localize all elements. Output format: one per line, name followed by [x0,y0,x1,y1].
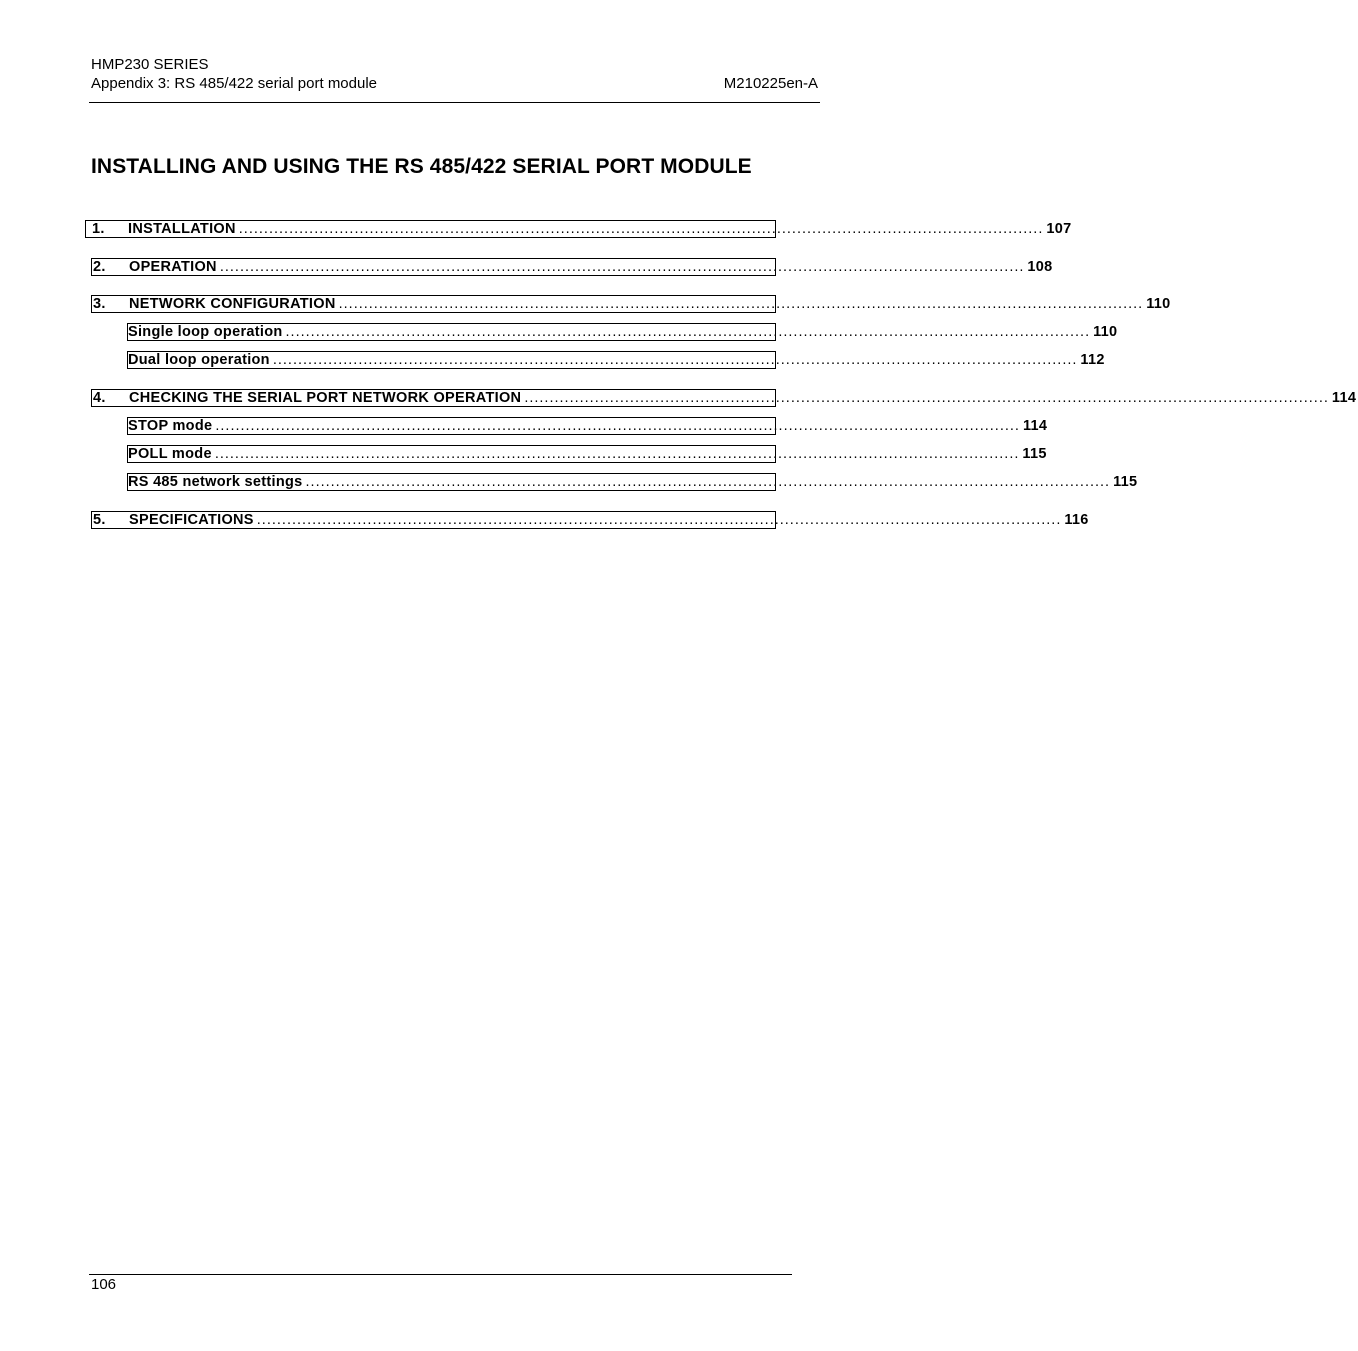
toc-dot-leader: ................................................................................................................................................................ [524,390,1329,406]
toc-dot-leader: ................................................................................................................................................................ [305,474,1111,490]
header-doc-code: M210225en-A [723,75,818,92]
toc-entry-title: RS 485 network settings [128,474,303,490]
toc-dot-leader: ................................................................................................................................................................ [256,512,1062,528]
toc-entry-page: 115 [1022,446,1047,462]
toc-entry-operation[interactable] [91,258,1053,276]
toc-dot-leader: ................................................................................................................................................................ [219,259,1025,275]
toc-entry-title: Single loop operation [128,324,283,340]
toc-entry-number: 2. [93,259,106,275]
toc-entry-specifications[interactable] [91,511,1089,529]
toc-entry-title: SPECIFICATIONS [129,512,254,528]
toc-entry-page: 116 [1064,512,1089,528]
header-series: HMP230 SERIES [91,56,209,73]
toc-entry-page: 110 [1093,324,1118,340]
toc-entry-title: NETWORK CONFIGURATION [129,296,336,312]
footer-page-number: 106 [91,1276,117,1293]
toc-entry-stop-mode[interactable] [127,417,1048,435]
toc-entry-rs485-network-settings[interactable] [127,473,1138,491]
toc-entry-title: INSTALLATION [128,221,236,237]
toc-entry-poll-mode[interactable] [127,445,1047,463]
header-divider [89,102,820,103]
toc-entry-page: 107 [1046,221,1072,237]
footer-divider [89,1274,792,1275]
toc-dot-leader: ................................................................................................................................................................ [214,446,1020,462]
toc-entry-title: Dual loop operation [128,352,270,368]
toc-entry-checking-network-operation[interactable] [91,389,1357,407]
toc-entry-title: OPERATION [129,259,217,275]
toc-entry-number: 3. [93,296,106,312]
toc-dot-leader: ................................................................................................................................................................ [272,352,1078,368]
toc-entry-single-loop-operation[interactable] [127,323,1118,341]
toc-entry-page: 115 [1113,474,1138,490]
toc-entry-title: POLL mode [128,446,212,462]
toc-entry-title: CHECKING THE SERIAL PORT NETWORK OPERATION [129,390,522,406]
toc-entry-number: 1. [92,221,105,237]
toc-entry-installation[interactable] [85,220,1072,238]
page-title: INSTALLING AND USING THE RS 485/422 SERIAL PORT MODULE [91,155,752,178]
toc-dot-leader: ................................................................................................................................................................ [215,418,1020,434]
toc-entry-number: 5. [93,512,106,528]
toc-entry-page: 114 [1022,418,1048,434]
toc-entry-page: 114 [1331,390,1357,406]
toc-entry-network-configuration[interactable] [91,295,1171,313]
header-appendix: Appendix 3: RS 485/422 serial port module [91,75,378,92]
toc-entry-page: 108 [1027,259,1053,275]
toc-entry-title: STOP mode [128,418,213,434]
toc-dot-leader: ................................................................................................................................................................ [338,296,1144,312]
toc-dot-leader: ................................................................................................................................................................ [285,324,1091,340]
toc-entry-dual-loop-operation[interactable] [127,351,1105,369]
toc-entry-number: 4. [93,390,106,406]
toc-dot-leader: ................................................................................................................................................................ [238,221,1044,237]
toc-entry-page: 110 [1146,296,1171,312]
toc-entry-page: 112 [1080,352,1105,368]
